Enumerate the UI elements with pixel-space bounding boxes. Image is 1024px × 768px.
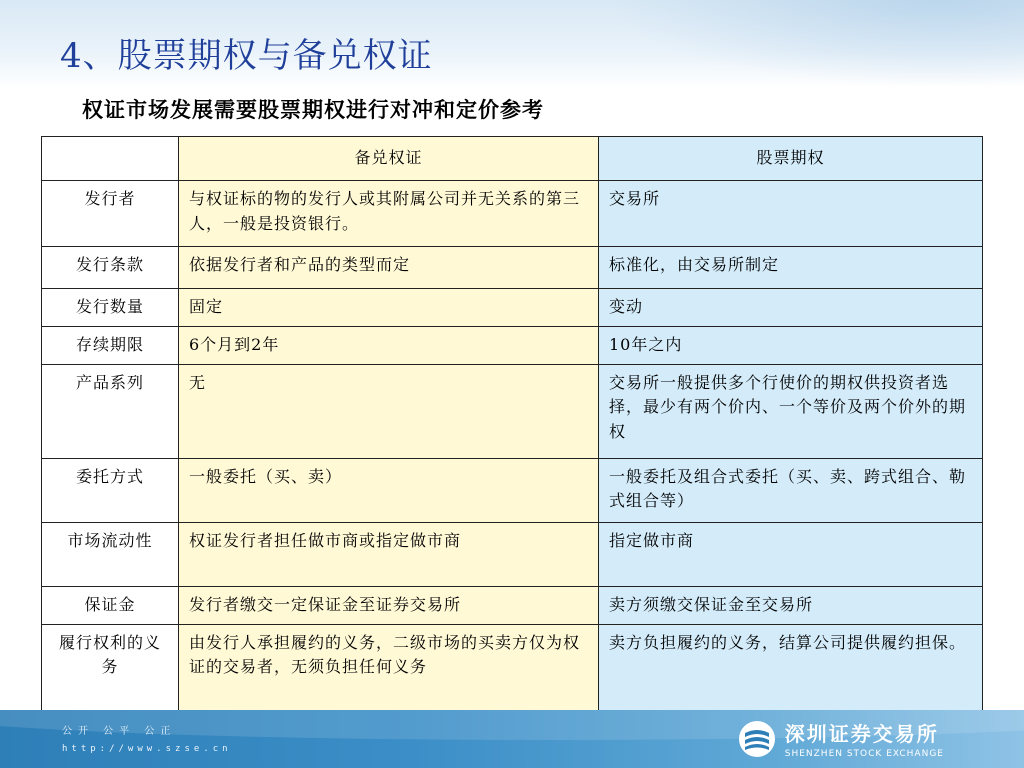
szse-logo <box>737 718 944 759</box>
option-cell: 卖方须缴交保证金至交易所 <box>599 586 983 624</box>
row-label: 发行条款 <box>42 246 179 288</box>
header-option: 股票期权 <box>599 137 983 181</box>
option-cell: 交易所 <box>599 180 983 246</box>
table-row <box>42 180 983 246</box>
option-cell: 指定做市商 <box>599 522 983 586</box>
footer-url: http://www.szse.cn <box>62 744 232 754</box>
row-label: 发行者 <box>42 180 179 246</box>
option-cell: 变动 <box>599 288 983 326</box>
warrant-cell: 与权证标的物的发行人或其附属公司并无关系的第三人，一般是投资银行。 <box>179 180 599 246</box>
warrant-cell: 由发行人承担履约的义务，二级市场的买卖方仅为权证的交易者，无须负担任何义务 <box>179 624 599 714</box>
row-label: 委托方式 <box>42 458 179 522</box>
row-label: 履行权利的义务 <box>42 624 179 714</box>
table-row <box>42 288 983 326</box>
slide-subtitle: 权证市场发展需要股票期权进行对冲和定价参考 <box>82 97 544 122</box>
slide-title: 4、股票期权与备兑权证 <box>60 36 433 76</box>
header-empty-cell <box>42 137 179 181</box>
table-row <box>42 364 983 458</box>
option-cell: 一般委托及组合式委托（买、卖、跨式组合、勒式组合等） <box>599 458 983 522</box>
footer-motto: 公开 公平 公正 <box>62 726 177 737</box>
table-row <box>42 586 983 624</box>
row-label: 产品系列 <box>42 364 179 458</box>
row-label: 市场流动性 <box>42 522 179 586</box>
row-label: 保证金 <box>42 586 179 624</box>
table-row <box>42 326 983 364</box>
option-cell: 卖方负担履约的义务，结算公司提供履约担保。 <box>599 624 983 714</box>
warrant-cell: 发行者缴交一定保证金至证券交易所 <box>179 586 599 624</box>
warrant-cell: 一般委托（买、卖） <box>179 458 599 522</box>
option-cell: 交易所一般提供多个行使价的期权供投资者选择，最少有两个价内、一个等价及两个价外的期权 <box>599 364 983 458</box>
warrant-cell: 固定 <box>179 288 599 326</box>
row-label: 发行数量 <box>42 288 179 326</box>
table-row <box>42 246 983 288</box>
warrant-cell: 依据发行者和产品的类型而定 <box>179 246 599 288</box>
szse-logo-icon <box>737 719 777 759</box>
table-row <box>42 624 983 714</box>
table-header-row <box>42 137 983 181</box>
warrant-cell: 权证发行者担任做市商或指定做市商 <box>179 522 599 586</box>
table-row <box>42 522 983 586</box>
comparison-table <box>41 136 983 715</box>
footer-band <box>0 710 1024 768</box>
logo-english-name: SHENZHEN STOCK EXCHANGE <box>784 749 944 759</box>
header-warrant: 备兑权证 <box>179 137 599 181</box>
row-label: 存续期限 <box>42 326 179 364</box>
option-cell: 标准化，由交易所制定 <box>599 246 983 288</box>
table-row <box>42 458 983 522</box>
warrant-cell: 无 <box>179 364 599 458</box>
logo-chinese-name: 深圳证券交易所 <box>784 722 939 746</box>
warrant-cell: 6个月到2年 <box>179 326 599 364</box>
option-cell: 10年之内 <box>599 326 983 364</box>
